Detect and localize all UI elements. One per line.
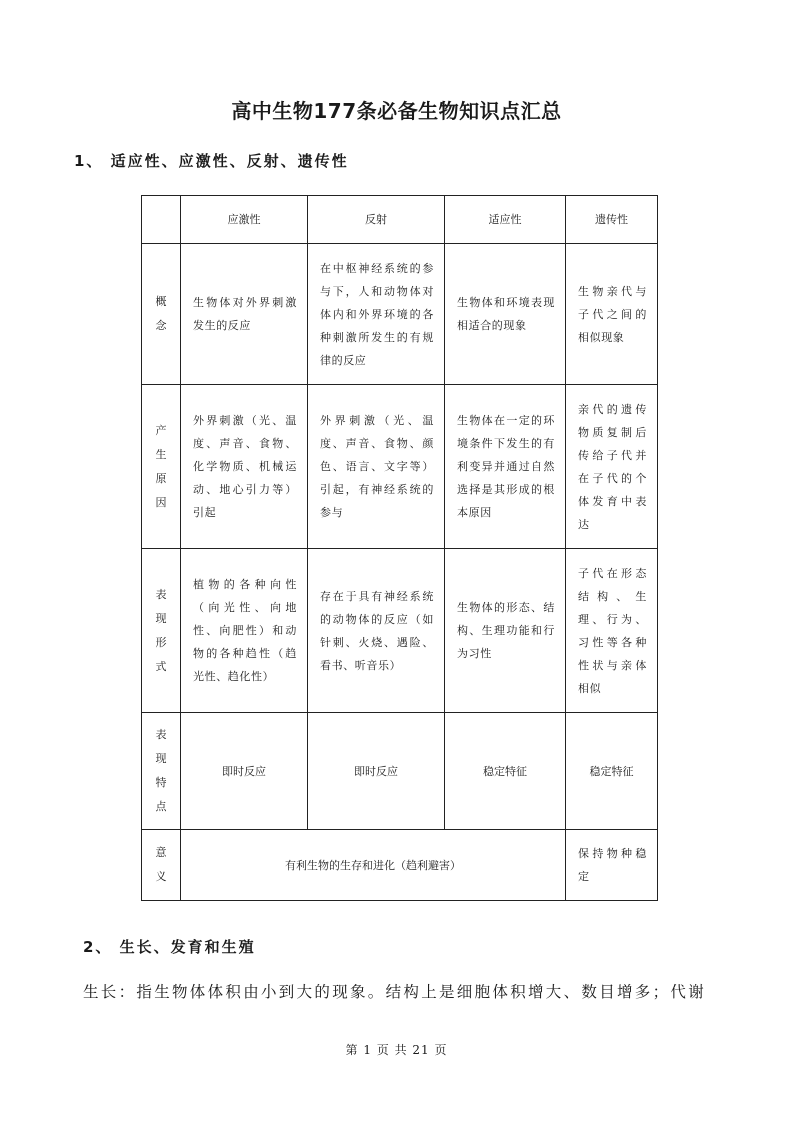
table-row	[142, 385, 658, 549]
header-stress-response: 应激性	[181, 196, 308, 244]
page-footer: 第 1 页 共 21 页	[345, 1043, 448, 1057]
header-reflex: 反射	[308, 196, 445, 244]
table-row	[142, 549, 658, 713]
table-header-row	[142, 196, 658, 244]
table-cell: 生物亲代与子代之间的相似现象	[566, 244, 658, 385]
table-cell: 生物体的形态、结构、生理功能和行为习性	[445, 549, 566, 713]
table-cell: 生物体和环境表现相适合的现象	[445, 244, 566, 385]
section-heading-1: 1、 适应性、应激性、反射、遗传性	[74, 152, 349, 170]
row-label-form: 表现形式	[142, 549, 181, 713]
table-row	[142, 713, 658, 830]
table-row	[142, 830, 658, 901]
table-cell: 生物体在一定的环境条件下发生的有利变异并通过自然选择是其形成的根本原因	[445, 385, 566, 549]
row-label-concept: 概念	[142, 244, 181, 385]
table-cell: 植物的各种向性（向光性、向地性、向肥性）和动物的各种趋性（趋光性、趋化性）	[181, 549, 308, 713]
table-cell: 保持物种稳定	[566, 830, 658, 901]
table-cell: 在中枢神经系统的参与下，人和动物体对体内和外界环境的各种刺激所发生的有规律的反应	[308, 244, 445, 385]
table-cell: 稳定特征	[566, 713, 658, 830]
table-row	[142, 244, 658, 385]
row-label-cause: 产生原因	[142, 385, 181, 549]
table-cell: 子代在形态结构、生理、行为、习性等各种性状与亲体相似	[566, 549, 658, 713]
header-corner-cell	[142, 196, 181, 244]
table-cell: 存在于具有神经系统的动物体的反应（如针刺、火烧、遇险、看书、听音乐）	[308, 549, 445, 713]
table-cell-merged: 有利生物的生存和进化（趋利避害）	[181, 830, 566, 901]
table-cell: 亲代的遗传物质复制后传给子代并在子代的个体发育中表达	[566, 385, 658, 549]
section-heading-2: 2、 生长、发育和生殖	[83, 938, 256, 956]
table-cell: 外界刺激（光、温度、声音、食物、颜色、语言、文字等）引起，有神经系统的参与	[308, 385, 445, 549]
body-paragraph: 生长：指生物体体积由小到大的现象。结构上是细胞体积增大、数目增多；代谢	[83, 983, 707, 1001]
header-adaptability: 适应性	[445, 196, 566, 244]
comparison-table	[141, 195, 658, 901]
row-label-significance: 意义	[142, 830, 181, 901]
table-cell: 即时反应	[181, 713, 308, 830]
header-heredity: 遗传性	[566, 196, 658, 244]
table-cell: 稳定特征	[445, 713, 566, 830]
row-label-feature: 表现特点	[142, 713, 181, 830]
table-cell: 外界刺激（光、温度、声音、食物、化学物质、机械运动、地心引力等）引起	[181, 385, 308, 549]
table-cell: 即时反应	[308, 713, 445, 830]
document-title: 高中生物177条必备生物知识点汇总	[231, 99, 562, 123]
table-cell: 生物体对外界刺激发生的反应	[181, 244, 308, 385]
